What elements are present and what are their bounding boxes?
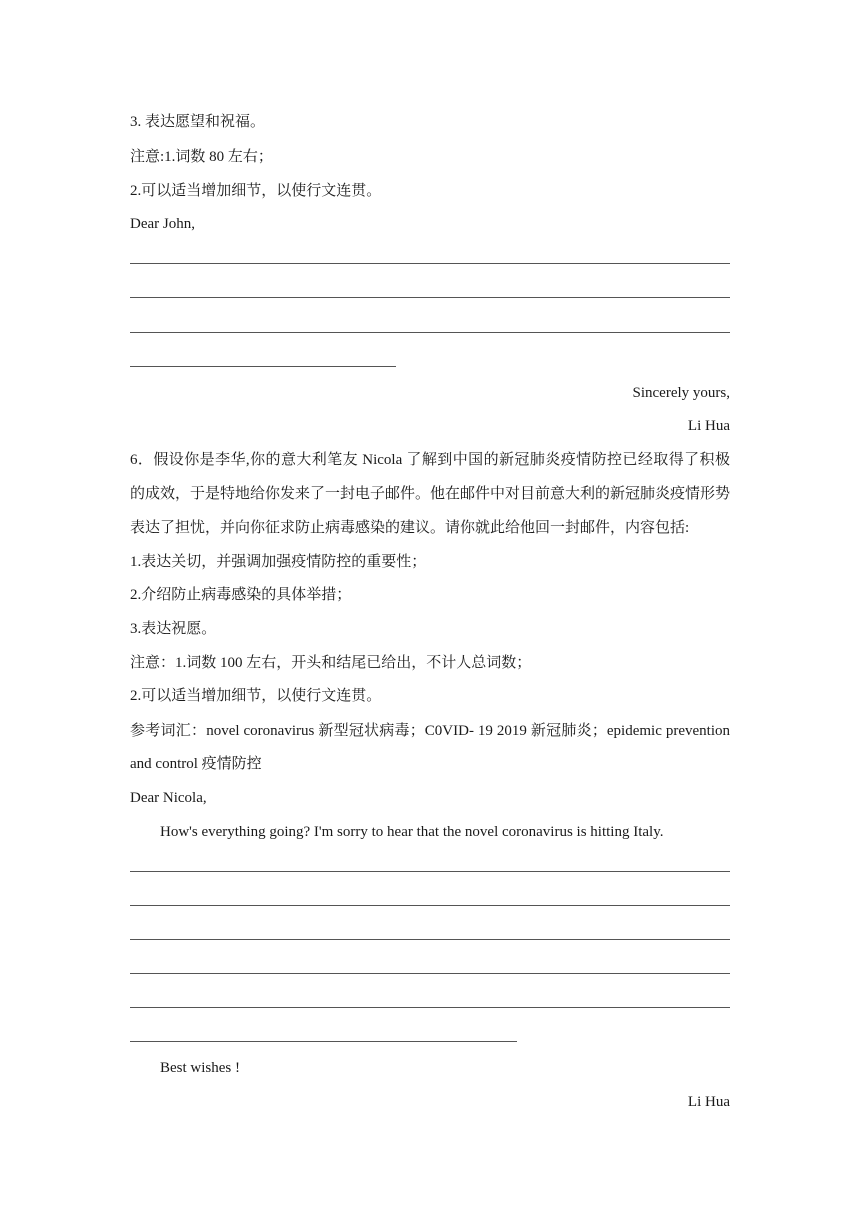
answer-line (130, 263, 730, 264)
answer-line (130, 1041, 517, 1042)
task6-greeting: Dear Nicola, (130, 790, 207, 806)
task5-closing: Sincerely yours, (632, 385, 730, 401)
answer-line (130, 366, 396, 367)
answer-line (130, 939, 730, 940)
task6-item-2: 2.介绍防止病毒感染的具体举措； (130, 587, 352, 603)
task5-note-2: 2.可以适当增加细节，以使行文连贯。 (130, 183, 382, 199)
task5-item-3: 3. 表达愿望和祝福。 (130, 114, 266, 130)
answer-line (130, 905, 730, 906)
task6-item-3: 3.表达祝愿。 (130, 621, 217, 637)
task6-vocab-line-2: and control 疫情防控 (130, 756, 262, 772)
task6-vocab-line-1: 参考词汇：novel coronavirus 新型冠状病毒；C0VID- 19 2019 新冠肺炎；epidemic prevention (130, 723, 730, 739)
task6-opening-sentence: How's everything going? I'm sorry to hear that the novel coronavirus is hitting Italy. (160, 824, 664, 840)
task6-prompt-line-3: 表达了担忧，并向你征求防止病毒感染的建议。请你就此给他回一封邮件，内容包括: (130, 520, 690, 536)
task6-prompt-line-1: 6．假设你是李华,你的意大利笔友 Nicola 了解到中国的新冠肺炎疫情防控已经取得了积极 (130, 452, 730, 468)
answer-line (130, 871, 730, 872)
task6-note-1: 注意：1.词数 100 左右，开头和结尾已给出，不计人总词数； (130, 655, 532, 671)
task5-greeting: Dear John, (130, 216, 195, 232)
task5-note-1: 注意:1.词数 80 左右； (130, 149, 273, 165)
task6-item-1: 1.表达关切，并强调加强疫情防控的重要性； (130, 554, 427, 570)
task5-signature: Li Hua (687, 418, 730, 434)
answer-line (130, 332, 730, 333)
answer-line (130, 973, 730, 974)
task6-prompt-line-2: 的成效，于是特地给你发来了一封电子邮件。他在邮件中对目前意大利的新冠肺炎疫情形势 (130, 486, 731, 502)
task6-signature: Li Hua (687, 1094, 730, 1110)
document-page (130, 0, 730, 1216)
answer-line (130, 1007, 730, 1008)
task6-closing: Best wishes ! (160, 1060, 240, 1076)
task6-note-2: 2.可以适当增加细节，以使行文连贯。 (130, 688, 382, 704)
answer-line (130, 297, 730, 298)
